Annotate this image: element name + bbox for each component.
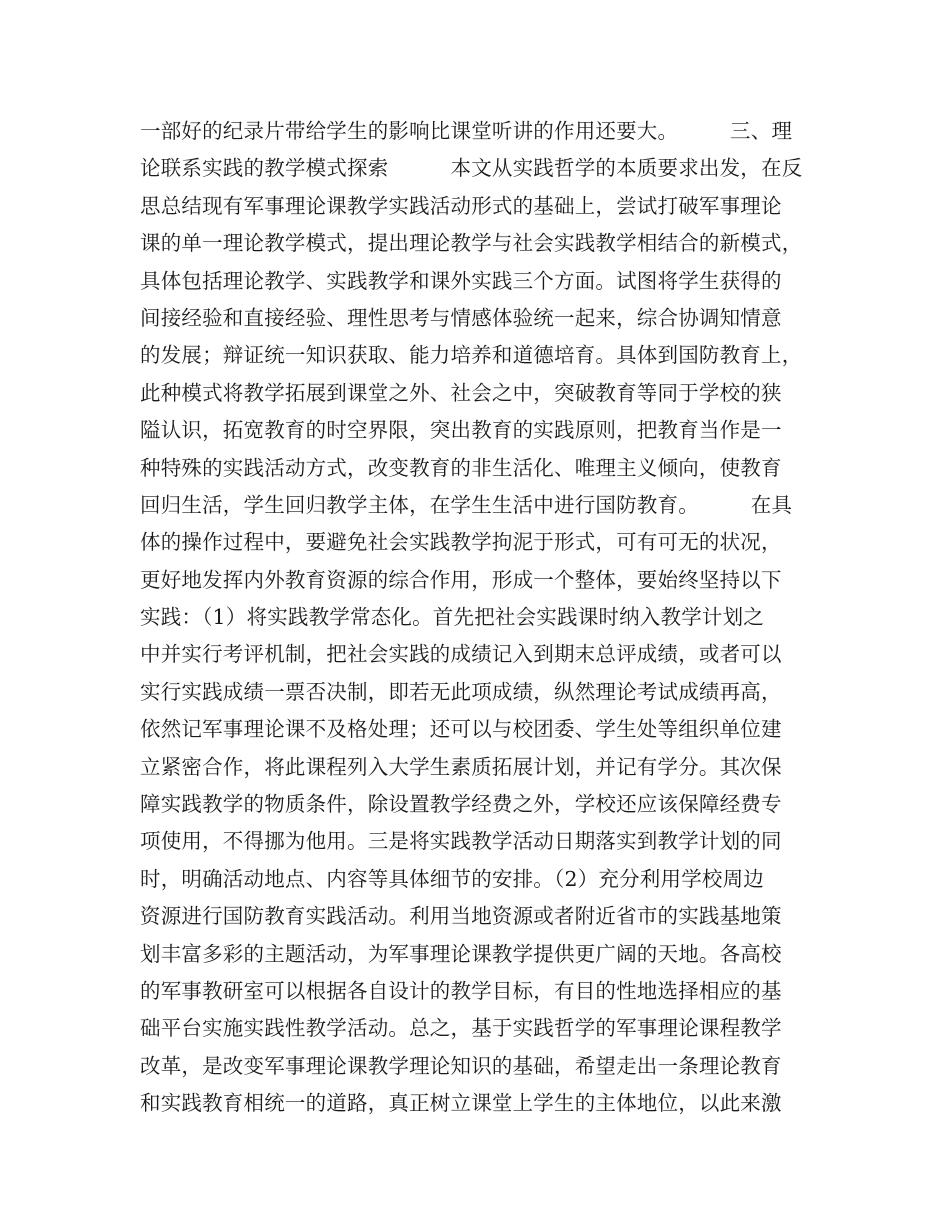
text-line: 间接经验和直接经验、理性思考与情感体验统一起来，综合协调知情意 (140, 305, 782, 330)
text-line: 依然记军事理论课不及格处理；还可以与校团委、学生处等组织单位建 (140, 717, 782, 742)
text-line: 思总结现有军事理论课教学实践活动形式的基础上，尝试打破军事理论 (140, 193, 782, 218)
text-line: 改革，是改变军事理论课教学理论知识的基础，希望走出一条理论教育 (140, 1053, 782, 1078)
text-line: 一部好的纪录片带给学生的影响比课堂听讲的作用还要大。 三、理 (140, 119, 793, 143)
body-text (140, 113, 820, 1123)
text-line: 课的单一理论教学模式，提出理论教学与社会实践教学相结合的新模式， (140, 231, 803, 256)
text-line: 实行实践成绩一票否决制，即若无此项成绩，纵然理论考试成绩再高， (140, 679, 782, 704)
text-line: 中并实行考评机制，把社会实践的成绩记入到期末总评成绩，或者可以 (140, 642, 782, 667)
text-line: 论联系实践的教学模式探索 本文从实践哲学的本质要求出发，在反 (140, 156, 803, 181)
text-line: 和实践教育相统一的道路，真正树立课堂上学生的主体地位，以此来激 (140, 1091, 782, 1116)
text-line: 项使用，不得挪为他用。三是将实践教学活动日期落实到教学计划的同 (140, 829, 782, 854)
text-line: 隘认识，拓宽教育的时空界限，突出教育的实践原则，把教育当作是一 (140, 418, 782, 443)
text-line: 立紧密合作，将此课程列入大学生素质拓展计划，并记有学分。其次保 (140, 754, 782, 779)
text-line: 的发展；辩证统一知识获取、能力培养和道德培育。具体到国防教育上， (140, 343, 803, 368)
text-line: 划丰富多彩的主题活动，为军事理论课教学提供更广阔的天地。各高校 (140, 941, 782, 966)
text-line: 体的操作过程中，要避免社会实践教学拘泥于形式，可有可无的状况， (140, 530, 782, 555)
text-line: 种特殊的实践活动方式，改变教育的非生活化、唯理主义倾向，使教育 (140, 455, 782, 480)
text-line: 回归生活，学生回归教学主体，在学生生活中进行国防教育。 在具 (140, 492, 793, 517)
text-line: 资源进行国防教育实践活动。利用当地资源或者附近省市的实践基地策 (140, 904, 782, 929)
text-line: 具体包括理论教学、实践教学和课外实践三个方面。试图将学生获得的 (140, 268, 782, 293)
text-line: 础平台实施实践性教学活动。总之，基于实践哲学的军事理论课程教学 (140, 1016, 782, 1041)
text-line: 实践：（1）将实践教学常态化。首先把社会实践课时纳入教学计划之 (140, 605, 764, 630)
text-line: 障实践教学的物质条件，除设置教学经费之外，学校还应该保障经费专 (140, 792, 782, 817)
text-line: 的军事教研室可以根据各自设计的教学目标，有目的性地选择相应的基 (140, 978, 782, 1003)
text-line: 更好地发挥内外教育资源的综合作用，形成一个整体，要始终坚持以下 (140, 567, 782, 592)
text-line: 此种模式将教学拓展到课堂之外、社会之中，突破教育等同于学校的狭 (140, 380, 782, 405)
text-line: 时，明确活动地点、内容等具体细节的安排。（2）充分利用学校周边 (140, 866, 764, 891)
